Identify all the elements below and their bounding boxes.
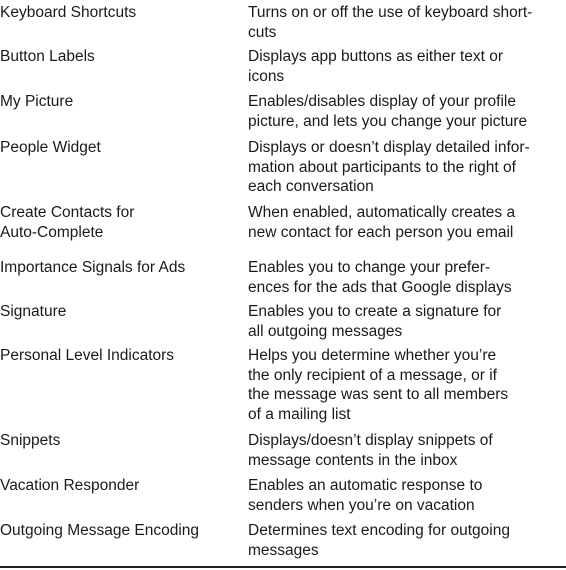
setting-description-line: all outgoing messages <box>248 322 403 340</box>
setting-name-line: Signature <box>0 303 67 320</box>
setting-name-line: Keyboard Shortcuts <box>0 4 137 21</box>
setting-name <box>0 521 248 541</box>
setting-name <box>0 431 248 451</box>
setting-description-line: Turns on or off the use of keyboard short- <box>248 4 533 21</box>
setting-description-line: Displays app buttons as either text or <box>248 48 504 65</box>
setting-row <box>0 521 566 560</box>
setting-description <box>248 47 566 86</box>
setting-name <box>0 203 248 242</box>
setting-description <box>248 521 566 560</box>
setting-description <box>248 203 566 242</box>
setting-description-line: Enables you to change your prefer- <box>248 259 491 276</box>
setting-description-line: When enabled, automatically creates a <box>248 204 516 221</box>
setting-name <box>0 302 248 322</box>
setting-row <box>0 346 566 424</box>
setting-row <box>0 47 566 86</box>
setting-description-line: Enables/disables display of your profile <box>248 93 516 110</box>
setting-description-line: of a mailing list <box>248 405 351 423</box>
setting-description-line: Displays or doesn’t display detailed infor- <box>248 139 530 156</box>
setting-description <box>248 92 566 131</box>
setting-row <box>0 258 566 297</box>
setting-name-line: Outgoing Message Encoding <box>0 522 200 539</box>
setting-row <box>0 302 566 341</box>
setting-description-line: cuts <box>248 23 277 41</box>
setting-name-line: People Widget <box>0 139 101 156</box>
setting-name <box>0 138 248 158</box>
setting-description-line: message contents in the inbox <box>248 451 458 469</box>
setting-description-line: the only recipient of a message, or if <box>248 366 497 384</box>
setting-name <box>0 346 248 366</box>
setting-name-line: Create Contacts for <box>0 204 135 221</box>
setting-description-line: picture, and lets you change your picture <box>248 112 528 130</box>
setting-name <box>0 92 248 112</box>
setting-description <box>248 138 566 197</box>
setting-description-line: messages <box>248 541 319 559</box>
setting-name-line: Button Labels <box>0 48 95 65</box>
setting-description-line: Displays/doesn’t display snippets of <box>248 432 493 449</box>
setting-row <box>0 92 566 131</box>
setting-description-line: new contact for each person you email <box>248 223 514 241</box>
setting-description-line: ences for the ads that Google displays <box>248 278 512 296</box>
setting-name-line: My Picture <box>0 93 74 110</box>
setting-name-line: Importance Signals for Ads <box>0 259 186 276</box>
setting-row <box>0 138 566 197</box>
setting-description-line: senders when you’re on vacation <box>248 496 475 514</box>
setting-description <box>248 346 566 424</box>
setting-description-line: icons <box>248 67 285 85</box>
setting-description-line: each conversation <box>248 178 374 196</box>
setting-description-line: mation about participants to the right of <box>248 158 516 176</box>
setting-description <box>248 302 566 341</box>
setting-row <box>0 476 566 515</box>
setting-name-line: Personal Level Indicators <box>0 347 175 364</box>
setting-name <box>0 476 248 496</box>
setting-description <box>248 431 566 470</box>
setting-description-line: Enables you to create a signature for <box>248 303 502 320</box>
setting-name-line: Vacation Responder <box>0 477 140 494</box>
setting-description-line: Determines text encoding for outgoing <box>248 522 510 539</box>
setting-name-line: Snippets <box>0 432 61 449</box>
setting-row <box>0 431 566 470</box>
setting-name <box>0 258 248 278</box>
setting-name <box>0 3 248 23</box>
setting-description-line: the message was sent to all members <box>248 386 509 404</box>
bottom-rule <box>0 566 566 568</box>
setting-description <box>248 476 566 515</box>
setting-row <box>0 203 566 242</box>
setting-description-line: Helps you determine whether you’re <box>248 347 497 364</box>
setting-description <box>248 258 566 297</box>
setting-name <box>0 47 248 67</box>
setting-name-line: Auto-Complete <box>0 223 104 241</box>
setting-description-line: Enables an automatic response to <box>248 477 483 494</box>
setting-description <box>248 3 566 42</box>
setting-row <box>0 3 566 42</box>
